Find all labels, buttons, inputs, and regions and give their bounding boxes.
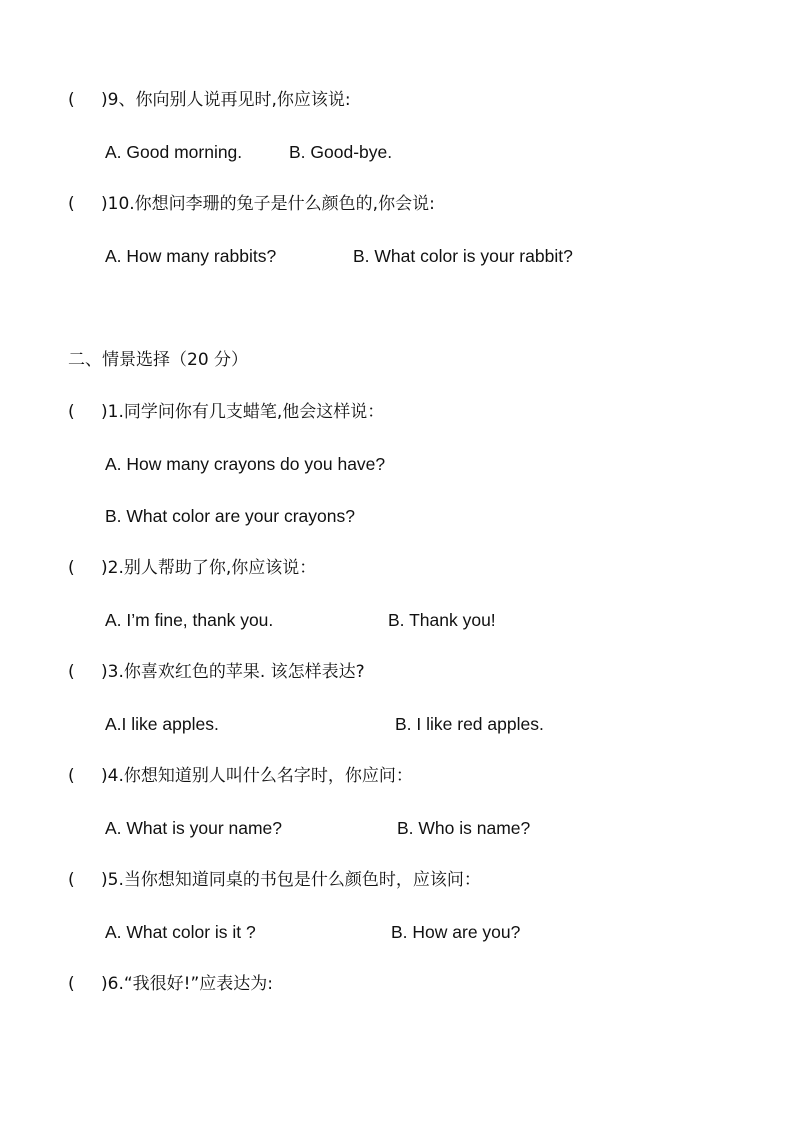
option-b: B. Good-bye. <box>289 142 393 162</box>
option-b: B. How are you? <box>391 922 521 942</box>
answer-blank[interactable]: ( <box>68 194 75 214</box>
option-b: B. Who is name? <box>397 818 531 838</box>
option-a: A. How many crayons do you have? <box>105 454 386 474</box>
question-text: )5.当你想知道同桌的书包是什么颜色时，应该问： <box>101 870 481 890</box>
option-a: A.I like apples. <box>105 714 219 734</box>
answer-blank[interactable]: ( <box>68 974 75 994</box>
question-text: )10.你想问李珊的兔子是什么颜色的,你会说: <box>101 194 435 214</box>
answer-blank[interactable]: ( <box>68 90 75 110</box>
option-a: A. I’m fine, thank you. <box>105 610 274 630</box>
question-text: )1.同学问你有几支蜡笔,他会这样说： <box>101 402 385 422</box>
option-b: B. What color is your rabbit? <box>353 246 573 266</box>
answer-blank[interactable]: ( <box>68 558 75 578</box>
answer-blank[interactable]: ( <box>68 662 75 682</box>
question-text: )4.你想知道别人叫什么名字时，你应问： <box>101 766 413 786</box>
question-text: )3.你喜欢红色的苹果. 该怎样表达? <box>101 662 365 682</box>
option-a: A. How many rabbits? <box>105 246 277 266</box>
option-a: A. Good morning. <box>105 142 243 162</box>
option-b: B. What color are your crayons? <box>105 506 355 526</box>
question-text: )2.别人帮助了你,你应该说： <box>101 558 317 578</box>
option-b: B. I like red apples. <box>395 714 544 734</box>
option-a: A. What is your name? <box>105 818 283 838</box>
answer-blank[interactable]: ( <box>68 402 75 422</box>
answer-blank[interactable]: ( <box>68 870 75 890</box>
question-text: )6.“我很好!”应表达为: <box>101 974 274 994</box>
option-a: A. What color is it ? <box>105 922 256 942</box>
option-b: B. Thank you! <box>388 610 496 630</box>
answer-blank[interactable]: ( <box>68 766 75 786</box>
section-title: 二、情景选择（20 分） <box>68 350 249 370</box>
question-text: )9、你向别人说再见时,你应该说: <box>101 90 351 110</box>
